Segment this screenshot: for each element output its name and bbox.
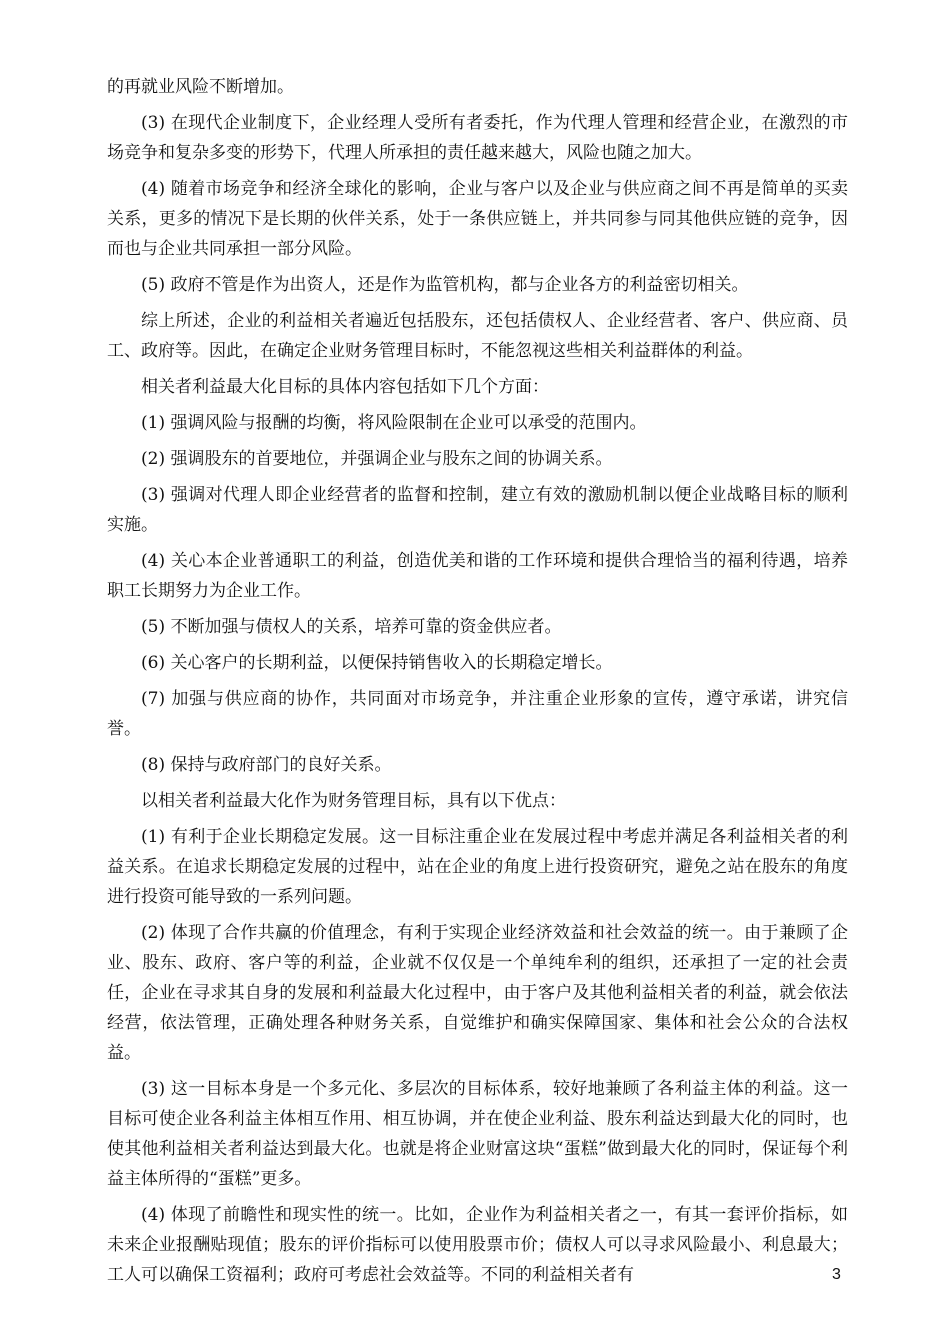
paragraph-content-intro: 相关者利益最大化目标的具体内容包括如下几个方面：: [141, 377, 549, 397]
paragraph-risk-item-4: (4) 随着市场竞争和经济全球化的影响，企业与客户以及企业与供应商之间不再是简单的买卖关系，更多的情况下是长期的伙伴关系，处于一条供应链上，并共同参与同其他供应链的竞争，因而也与企业共同承担一部分风险。: [107, 179, 848, 259]
paragraph-content-item-3: (3) 强调对代理人即企业经营者的监督和控制，建立有效的激励机制以便企业战略目标的顺利实施。: [107, 485, 848, 535]
paragraph-advantage-4: (4) 体现了前瞻性和现实性的统一。比如，企业作为利益相关者之一，有其一套评价指标，如未来企业报酬贴现值；股东的评价指标可以使用股票市价；债权人可以寻求风险最小、利息最大；工人可以确保工资福利；政府可考虑社会效益等。不同的利益相关者有: [107, 1205, 848, 1285]
paragraph-content-item-2: (2) 强调股东的首要地位，并强调企业与股东之间的协调关系。: [141, 449, 613, 469]
paragraph-risk-item-5: (5) 政府不管是作为出资人，还是作为监管机构，都与企业各方的利益密切相关。: [141, 275, 749, 295]
paragraph-content-item-5: (5) 不断加强与债权人的关系，培养可靠的资金供应者。: [141, 617, 562, 637]
paragraph-risk-item-3: (3) 在现代企业制度下，企业经理人受所有者委托，作为代理人管理和经营企业，在激烈的市场竞争和复杂多变的形势下，代理人所承担的责任越来越大，风险也随之加大。: [107, 113, 848, 163]
paragraph-content-item-8: (8) 保持与政府部门的良好关系。: [141, 755, 392, 775]
paragraph-advantage-1: (1) 有利于企业长期稳定发展。这一目标注重企业在发展过程中考虑并满足各利益相关者的利益关系。在追求长期稳定发展的过程中，站在企业的角度上进行投资研究，避免之站在股东的角度进行投资可能导致的一系列问题。: [107, 827, 848, 907]
paragraph-content-item-7: (7) 加强与供应商的协作，共同面对市场竞争，并注重企业形象的宣传，遵守承诺，讲究信誉。: [107, 689, 848, 739]
paragraph-advantage-2: (2) 体现了合作共赢的价值理念，有利于实现企业经济效益和社会效益的统一。由于兼顾了企业、股东、政府、客户等的利益，企业就不仅仅是一个单纯牟利的组织，还承担了一定的社会责任，企业在寻求其自身的发展和利益最大化过程中，由于客户及其他利益相关者的利益，就会依法经营，依法管理，正确处理各种财务关系，自觉维护和确实保障国家、集体和社会公众的合法权益。: [107, 923, 848, 1063]
page-number: 3: [832, 1266, 841, 1283]
paragraph-content-item-6: (6) 关心客户的长期利益，以便保持销售收入的长期稳定增长。: [141, 653, 613, 673]
paragraph-content-item-1: (1) 强调风险与报酬的均衡，将风险限制在企业可以承受的范围内。: [141, 413, 647, 433]
paragraph-content-item-4: (4) 关心本企业普通职工的利益，创造优美和谐的工作环境和提供合理恰当的福利待遇，培养职工长期努力为企业工作。: [107, 551, 848, 601]
paragraph-advantage-3: (3) 这一目标本身是一个多元化、多层次的目标体系，较好地兼顾了各利益主体的利益。这一目标可使企业各利益主体相互作用、相互协调，并在使企业利益、股东利益达到最大化的同时，也使其他利益相关者利益达到最大化。也就是将企业财富这块“蛋糕”做到最大化的同时，保证每个利益主体所得的“蛋糕”更多。: [107, 1079, 848, 1189]
paragraph-summary: 综上所述，企业的利益相关者遍近包括股东，还包括债权人、企业经营者、客户、供应商、员工、政府等。因此，在确定企业财务管理目标时，不能忽视这些相关利益群体的利益。: [107, 311, 848, 361]
body-text: [107, 72, 848, 1296]
paragraph-advantages-intro: 以相关者利益最大化作为财务管理目标，具有以下优点：: [141, 791, 566, 811]
paragraph-continuation: 的再就业风险不断增加。: [107, 77, 294, 97]
